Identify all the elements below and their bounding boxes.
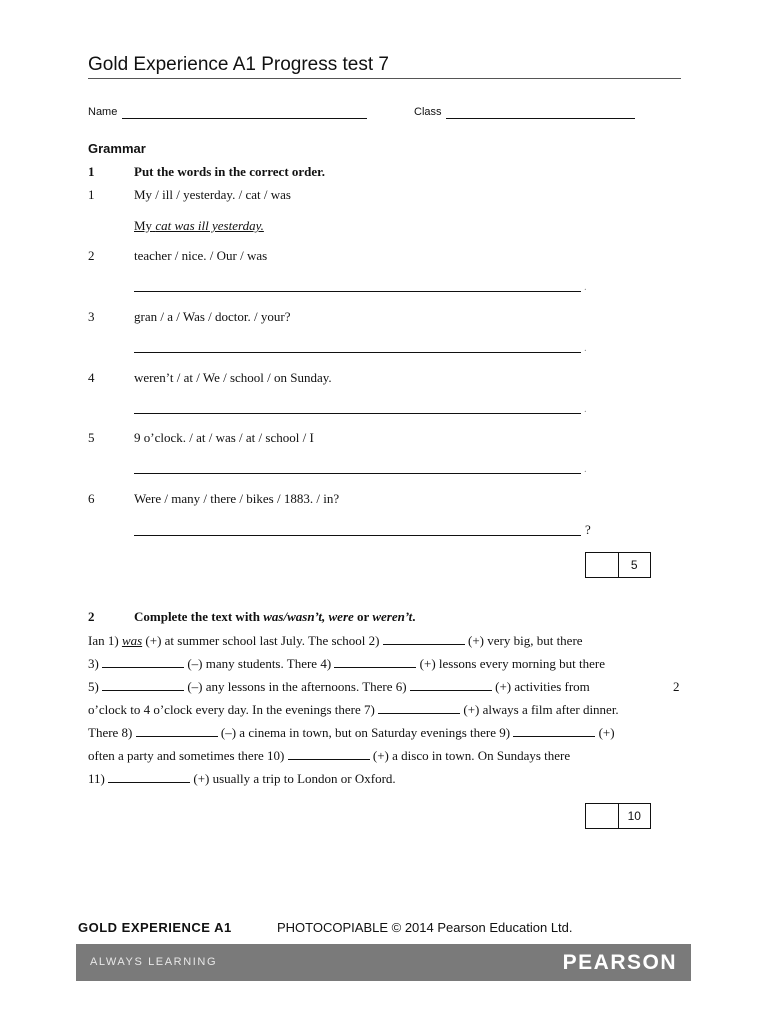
example-number: 1: [88, 187, 95, 202]
question-2-number: 2: [88, 248, 95, 263]
section-2-score-box: [585, 803, 651, 829]
example-answer: [134, 218, 264, 234]
text: (+) activities from: [491, 679, 590, 694]
question-6-end: ?: [585, 522, 591, 537]
pearson-logo: PEARSON: [562, 951, 677, 974]
question-5-prompt: 9 o’clock. / at / was / at / school / I: [134, 430, 314, 445]
footer-tagline: ALWAYS LEARNING: [90, 956, 218, 968]
text: (–) many students. There 4): [184, 656, 335, 671]
question-6-prompt: Were / many / there / bikes / 1883. / in?: [134, 491, 340, 506]
section-2-instruction-prefix: Complete the text with: [134, 609, 264, 624]
blank-10[interactable]: [288, 748, 370, 760]
text: (+) usually a trip to London or Oxford.: [190, 771, 396, 786]
question-3-end: .: [584, 342, 587, 354]
text: (+) a disco in town. On Sundays there: [369, 748, 571, 763]
question-4-answer-line[interactable]: [134, 413, 581, 414]
section-2-instruction-last: weren’t: [372, 609, 413, 624]
section-1-number: 1: [88, 164, 95, 179]
paragraph-line-1: [88, 633, 583, 649]
section-2-instruction: [134, 609, 416, 625]
example-answer-prefix: My: [134, 218, 153, 233]
text: 5): [88, 679, 103, 694]
blank-11[interactable]: [108, 771, 190, 783]
blank-1-example-answer: was: [121, 633, 143, 648]
text: (+) at summer school last July. The school 2): [142, 633, 383, 648]
question-3-number: 3: [88, 309, 95, 324]
blank-8[interactable]: [136, 725, 218, 737]
question-3-answer-line[interactable]: [134, 352, 581, 353]
section-2-score-total: 10: [627, 809, 641, 823]
text: (+): [595, 725, 615, 740]
title-divider: [88, 78, 681, 79]
paragraph-line-3: [88, 679, 590, 695]
text: Ian 1): [88, 633, 122, 648]
text: (+) lessons every morning but there: [416, 656, 605, 671]
text: 11): [88, 771, 109, 786]
text: o’clock to 4 o’clock every day. In the evenings there 7): [88, 702, 379, 717]
paragraph-line-7: [88, 771, 396, 787]
question-5-answer-line[interactable]: [134, 473, 581, 474]
section-2-instruction-end: .: [412, 609, 416, 624]
blank-6[interactable]: [410, 679, 492, 691]
question-2-prompt: teacher / nice. / Our / was: [134, 248, 268, 263]
blank-9[interactable]: [513, 725, 595, 737]
text: (+) always a film after dinner.: [460, 702, 619, 717]
text: (+) very big, but there: [464, 633, 583, 648]
question-5-number: 5: [88, 430, 95, 445]
section-1-score-box: [585, 552, 651, 578]
question-3-prompt: gran / a / Was / doctor. / your?: [134, 309, 291, 324]
question-2-answer-line[interactable]: [134, 291, 581, 292]
section-2-instruction-or: or: [353, 609, 373, 624]
example-prompt: My / ill / yesterday. / cat / was: [134, 187, 291, 202]
footer-brand: GOLD EXPERIENCE A1: [78, 920, 232, 935]
footer-copyright: PHOTOCOPIABLE © 2014 Pearson Education Ltd.: [277, 920, 573, 935]
text: There 8): [88, 725, 136, 740]
paragraph-line-2: [88, 656, 605, 672]
section-1-instruction: Put the words in the correct order.: [134, 164, 325, 179]
question-6-number: 6: [88, 491, 95, 506]
name-field[interactable]: [122, 118, 367, 119]
paragraph-line-4: [88, 702, 619, 718]
paragraph-line-3-number: 2: [673, 679, 680, 694]
question-4-prompt: weren’t / at / We / school / on Sunday.: [134, 370, 332, 385]
question-2-end: .: [584, 281, 587, 293]
text: (–) any lessons in the afternoons. There 6): [184, 679, 410, 694]
blank-5[interactable]: [102, 679, 184, 691]
section-1-score-input[interactable]: [586, 553, 619, 577]
grammar-heading: Grammar: [88, 141, 146, 156]
blank-3[interactable]: [102, 656, 184, 668]
example-answer-rest: cat was ill yesterday.: [155, 218, 264, 233]
text: 3): [88, 656, 103, 671]
class-field[interactable]: [446, 118, 635, 119]
question-6-answer-line[interactable]: [134, 535, 581, 536]
class-label: Class: [414, 106, 442, 118]
section-2-number: 2: [88, 609, 95, 624]
name-label: Name: [88, 106, 118, 118]
question-4-number: 4: [88, 370, 95, 385]
question-4-end: .: [584, 403, 587, 415]
blank-4[interactable]: [334, 656, 416, 668]
section-2-score-input[interactable]: [586, 804, 619, 828]
paragraph-line-6: [88, 748, 570, 764]
section-1-score-total: 5: [630, 558, 638, 572]
section-2-instruction-words: was/wasn’t, were: [263, 609, 354, 624]
text: (–) a cinema in town, but on Saturday evenings there 9): [217, 725, 514, 740]
text: often a party and sometimes there 10): [88, 748, 288, 763]
question-5-end: .: [584, 463, 587, 475]
paragraph-line-5: [88, 725, 615, 741]
page-title: Gold Experience A1 Progress test 7: [88, 54, 389, 75]
blank-7[interactable]: [378, 702, 460, 714]
blank-2[interactable]: [383, 633, 465, 645]
footer-bar: [76, 944, 691, 981]
